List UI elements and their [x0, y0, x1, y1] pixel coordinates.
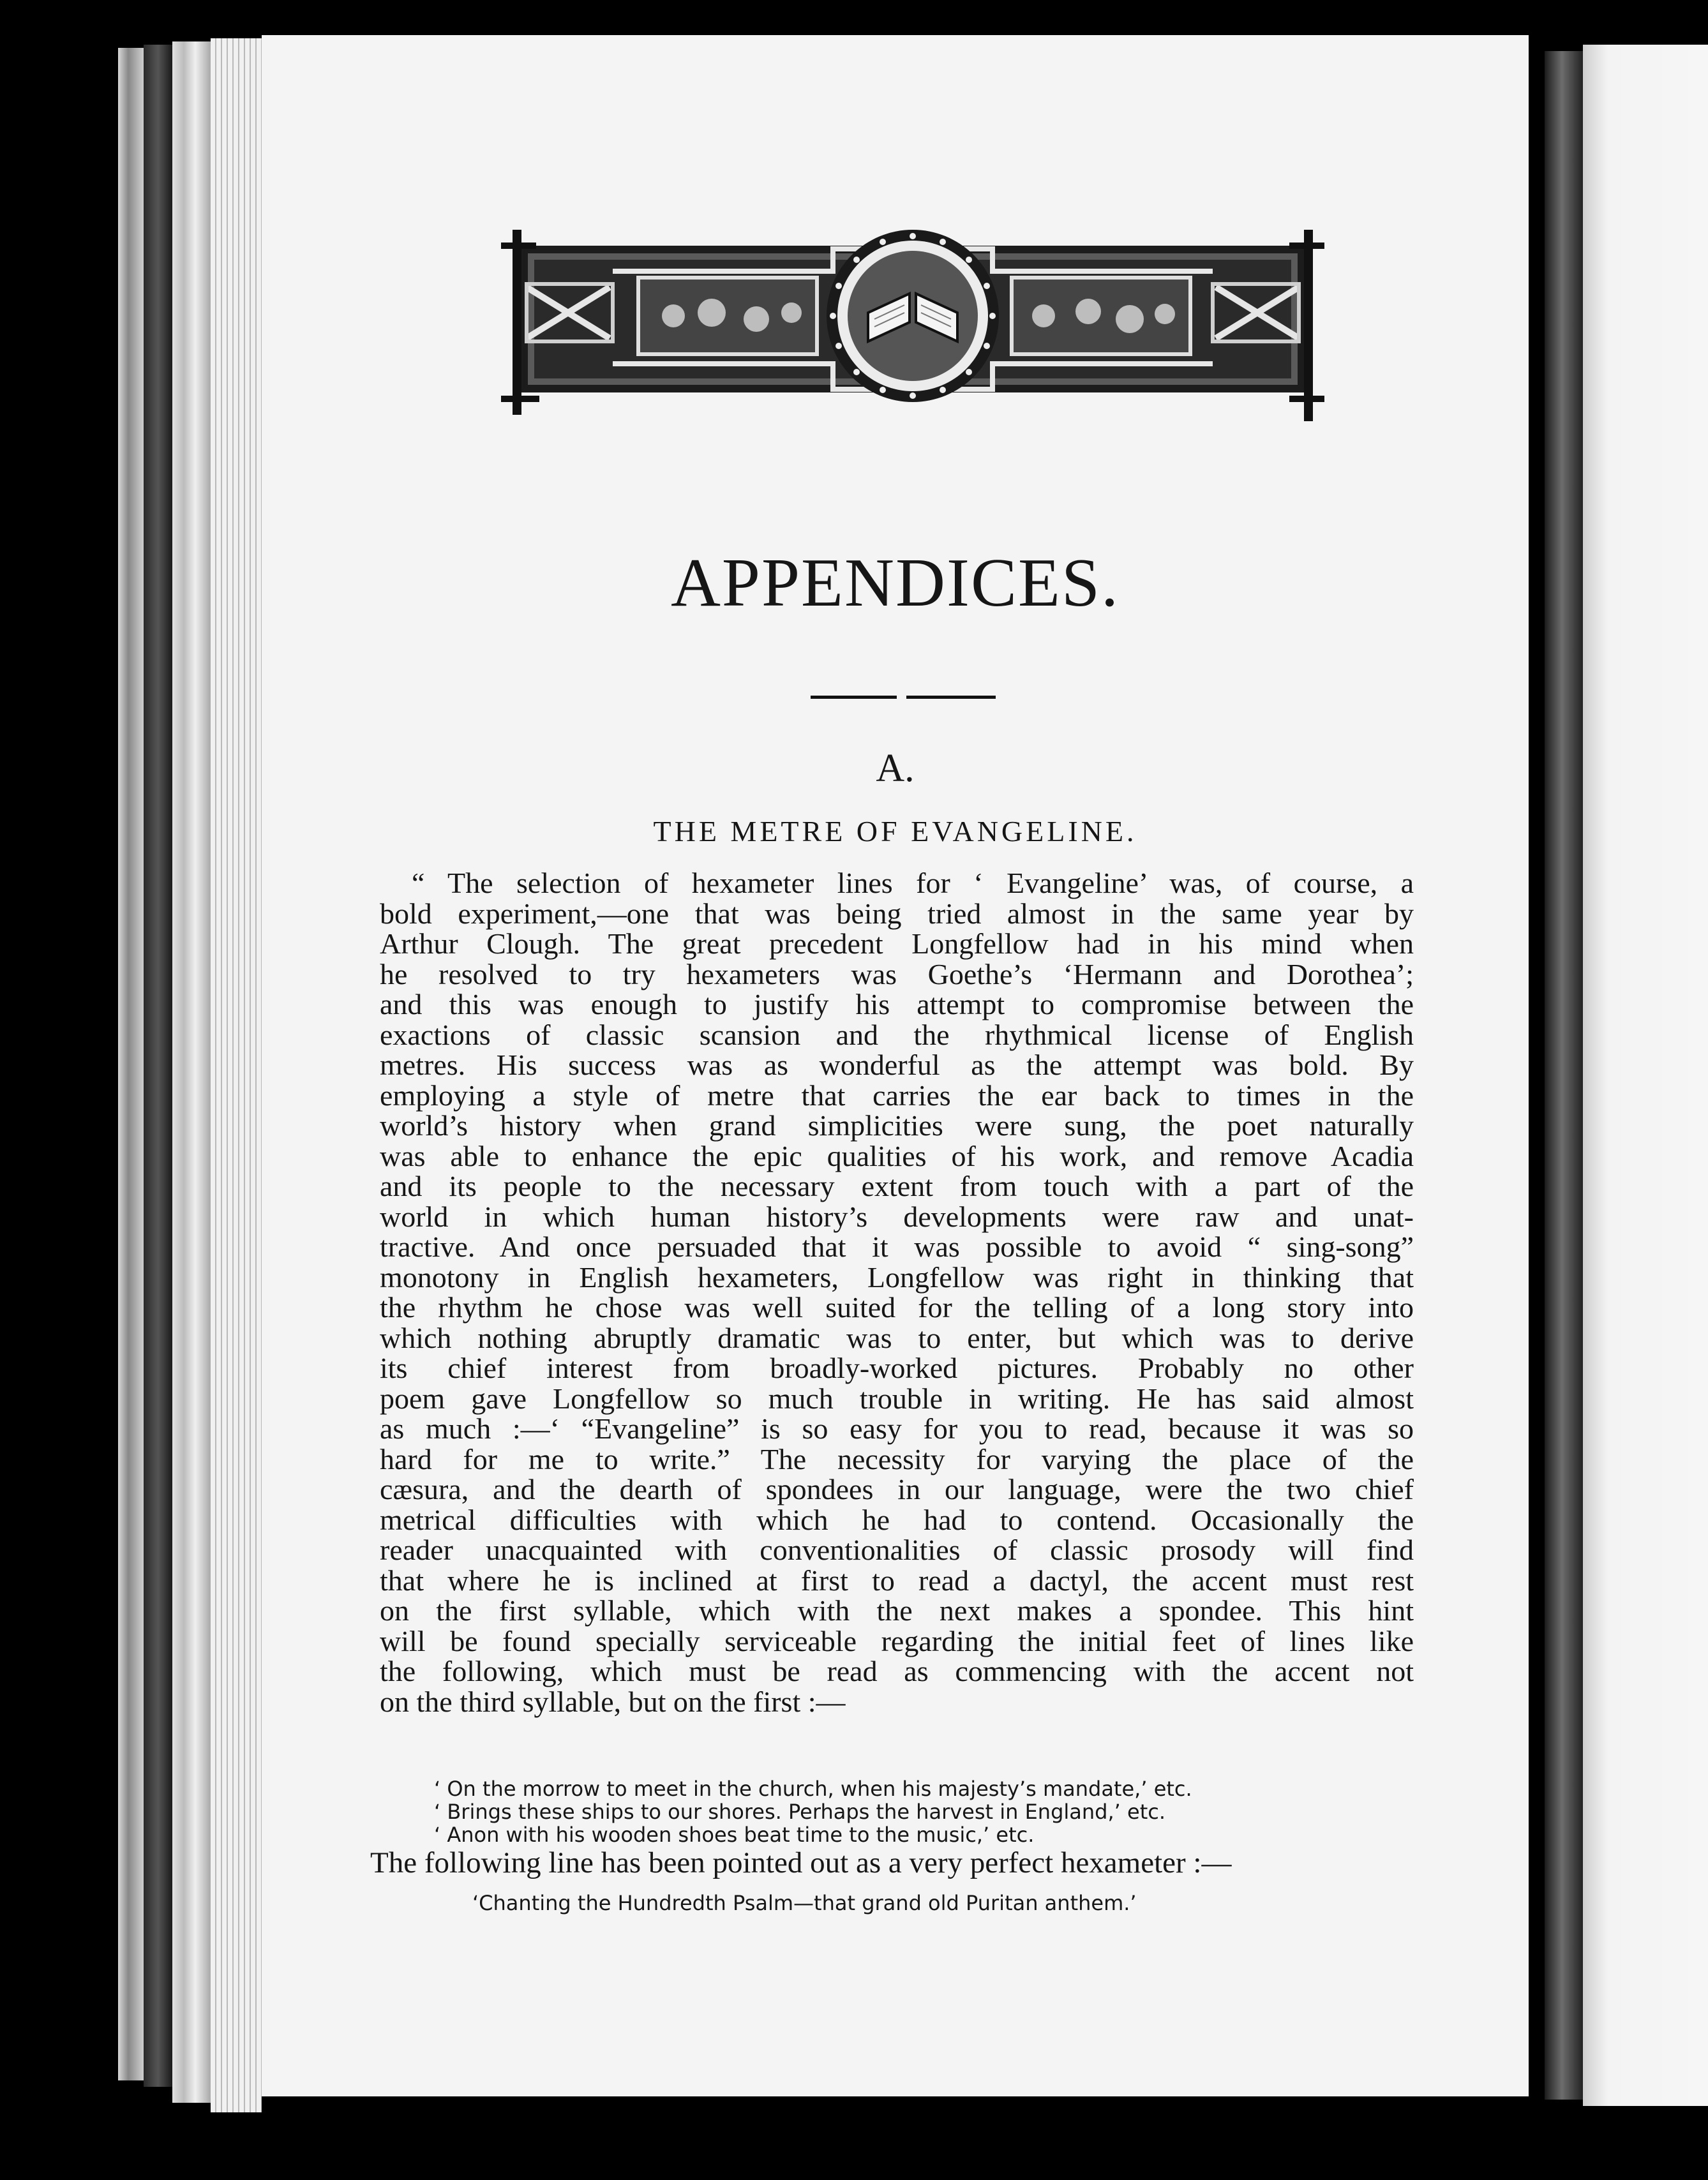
text-line: the rhythm he chose was well suited for the telling of a long story into — [380, 1291, 1414, 1324]
follow-line: The following line has been pointed out as a very perfect hexameter :— — [370, 1846, 1232, 1879]
text-line: monotony in English hexameters, Longfellow was right in thinking that — [380, 1260, 1414, 1294]
verse-quote: ‘ Brings these ships to our shores. Perhaps the harvest in England,’ etc. — [434, 1800, 1165, 1824]
text-line: and this was enough to justify his attempt to compromise between the — [380, 988, 1414, 1020]
text-line: cæsura, and the dearth of spondees in our language, were the two chief — [380, 1473, 1414, 1505]
text-line: as much :—‘ “Evangeline” is so easy for you to read, because it was so — [380, 1412, 1414, 1445]
text-line: world in which human history’s developments were raw and unat- — [380, 1200, 1414, 1233]
text-line: reader unacquainted with conventionalities of classic prosody will find — [380, 1534, 1414, 1566]
text-line: he resolved to try hexameters was Goethe’s ‘Hermann and Dorothea’; — [380, 957, 1414, 990]
verse-quote: ‘ On the morrow to meet in the church, when his majesty’s mandate,’ etc. — [434, 1777, 1192, 1801]
ornamental-headpiece — [501, 211, 1324, 434]
facing-page — [1583, 45, 1708, 2106]
body-paragraph — [380, 868, 1414, 1717]
text-line: exactions of classic scansion and the rhythmical license of English — [380, 1018, 1414, 1051]
text-line: employing a style of metre that carries the ear back to times in the — [380, 1079, 1414, 1112]
book-page — [262, 35, 1529, 2096]
section-title: THE METRE OF EVANGELINE. — [653, 815, 1137, 847]
text-line: poem gave Longfellow so much trouble in writing. He has said almost — [380, 1382, 1414, 1415]
book-edge — [118, 48, 144, 2080]
text-line: metres. His success was as wonderful as the attempt was bold. By — [380, 1049, 1414, 1081]
gutter-shadow — [1545, 51, 1583, 2100]
book-spine-shadow — [144, 45, 172, 2087]
text-line: hard for me to write.” The necessity for varying the place of the — [380, 1442, 1414, 1475]
verse-quote: ‘ Anon with his wooden shoes beat time to the music,’ etc. — [434, 1823, 1035, 1847]
text-line: “ The selection of hexameter lines for ‘ Evangeline’ was, of course, a — [412, 867, 1414, 899]
text-line: its chief interest from broadly-worked pictures. Probably no other — [380, 1352, 1414, 1384]
page-title: APPENDICES. — [670, 545, 1120, 621]
text-line: Arthur Clough. The great precedent Longfellow had in his mind when — [380, 927, 1414, 960]
text-line: the following, which must be read as commencing with the accent not — [380, 1655, 1414, 1687]
title-rule-left — [811, 696, 897, 699]
text-line: bold experiment,—one that was being tried almost in the same year by — [380, 897, 1414, 930]
text-line: tractive. And once persuaded that it was possible to avoid “ sing-song” — [380, 1230, 1414, 1263]
text-line: was able to enhance the epic qualities of his work, and remove Acadia — [380, 1139, 1414, 1172]
quoted-verse-lines — [434, 1777, 1455, 1846]
page-stack-edge — [172, 41, 211, 2103]
text-line: on the first syllable, which with the next makes a spondee. This hint — [380, 1594, 1414, 1627]
title-rule-right — [906, 696, 996, 699]
text-line: will be found specially serviceable regarding the initial feet of lines like — [380, 1624, 1414, 1657]
page-stack-leaves — [211, 38, 262, 2112]
section-letter: A. — [876, 747, 915, 790]
text-line: metrical difficulties with which he had to contend. Occasionally the — [380, 1503, 1414, 1536]
text-line: and its people to the necessary extent from touch with a part of the — [380, 1170, 1414, 1202]
final-quote: ‘Chanting the Hundredth Psalm—that grand old Puritan anthem.’ — [472, 1891, 1137, 1915]
text-line: which nothing abruptly dramatic was to enter, but which was to derive — [380, 1321, 1414, 1354]
text-line: that where he is inclined at first to read a dactyl, the accent must rest — [380, 1564, 1414, 1597]
text-line: on the third syllable, but on the first :— — [380, 1685, 846, 1718]
text-line: world’s history when grand simplicities were sung, the poet naturally — [380, 1109, 1414, 1142]
